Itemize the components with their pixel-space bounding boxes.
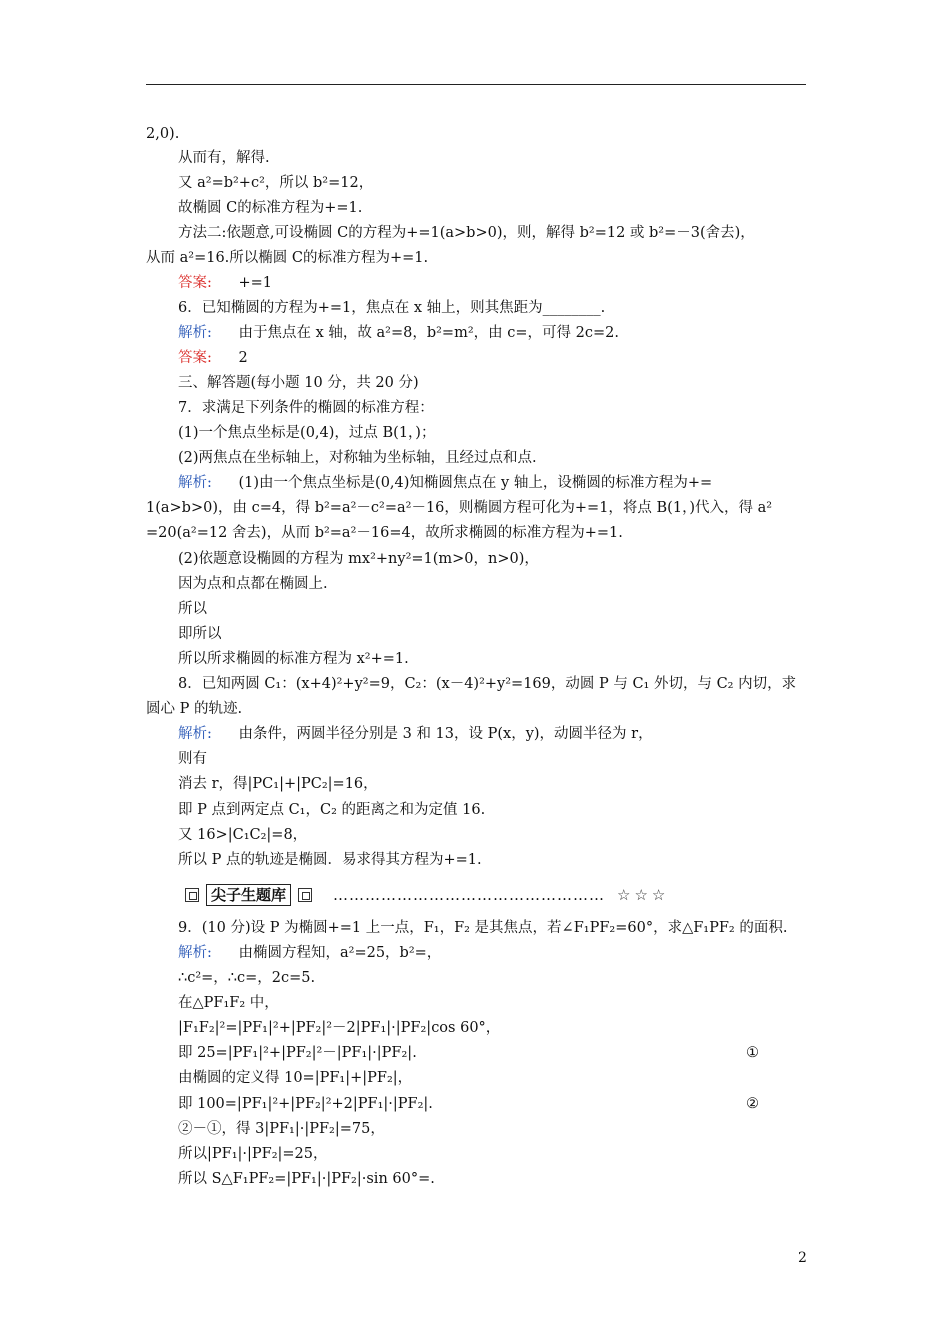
question-8: 8．已知两圆 C₁：(x+4)²+y²=9，C₂：(x－4)²+y²=169，动圆 P 与 C₁ 外切，与 C₂ 内切，求: [178, 676, 797, 692]
text-line: =20(a²=12 舍去)，从而 b²=a²－16=4，故所求椭圆的标准方程为+=1.: [146, 525, 623, 541]
text-line: 1(a>b>0)，由 c=4，得 b²=a²－c²=a²－16，则椭圆方程可化为+=1，将点 B(1，)代入，得 a²: [146, 500, 773, 516]
analysis-line: [178, 943, 441, 963]
analysis-line: [178, 473, 712, 493]
question-7: 7．求满足下列条件的椭圆的标准方程：: [178, 400, 434, 416]
text-line: 所以|PF₁|·|PF₂|=25，: [178, 1146, 328, 1162]
text-line: 在△PF₁F₂ 中，: [178, 995, 279, 1011]
text-line: 2,0).: [146, 126, 180, 142]
text-line: 从而 a²=16.所以椭圆 C的标准方程为+=1.: [146, 250, 429, 266]
text-line: 方法二:依题意,可设椭圆 C的方程为+=1(a>b>0)，则，解得 b²=12 或 b²=－3(舍去)，: [178, 225, 755, 241]
text-line: 故椭圆 C的标准方程为+=1.: [178, 200, 363, 216]
answer-line: [178, 348, 248, 368]
answer-label: 答案:: [178, 275, 212, 291]
text-line: ∴c²=，∴c=，2c=5.: [178, 970, 316, 986]
analysis-label: 解析:: [178, 945, 212, 961]
text-line: 所以 P 点的轨迹是椭圆．易求得其方程为+=1.: [178, 852, 482, 868]
text-line: 即所以: [178, 626, 222, 642]
text-line: (1)一个焦点坐标是(0,4)，过点 B(1，)；: [178, 425, 436, 441]
text-line: (2)依题意设椭圆的方程为 mx²+ny²=1(m>0，n>0)，: [178, 551, 539, 567]
analysis-text: (1)由一个焦点坐标是(0,4)知椭圆焦点在 y 轴上，设椭圆的标准方程为+=: [238, 475, 713, 491]
text-line: 因为点和点都在椭圆上.: [178, 576, 328, 592]
text-line: ②－①，得 3|PF₁|·|PF₂|=75，: [178, 1121, 385, 1137]
text-line: 即 100=|PF₁|²+|PF₂|²+2|PF₁|·|PF₂|.: [178, 1096, 433, 1112]
text-line: 消去 r，得|PC₁|+|PC₂|=16，: [178, 776, 378, 792]
analysis-label: 解析:: [178, 325, 212, 341]
banner-dots: ……………………………………………: [333, 886, 606, 904]
analysis-text: 由于焦点在 x 轴，故 a²=8，b²=m²，由 c=，可得 2c=2.: [238, 325, 619, 341]
analysis-text: 由椭圆方程知，a²=25，b²=，: [238, 945, 442, 961]
box-icon: [185, 888, 199, 902]
analysis-line: [178, 724, 653, 744]
text-line: 即 25=|PF₁|²+|PF₂|²－|PF₁|·|PF₂|.: [178, 1045, 417, 1061]
equation-number-1: ①: [746, 1045, 759, 1061]
text-line: 则有: [178, 751, 207, 767]
section-banner: [182, 884, 669, 906]
answer-line: [178, 273, 272, 293]
header-rule: [146, 84, 806, 85]
banner-title: 尖子生题库: [206, 884, 291, 906]
text-line: (2)两焦点在坐标轴上，对称轴为坐标轴，且经过点和点.: [178, 450, 537, 466]
text-line: 即 P 点到两定点 C₁，C₂ 的距离之和为定值 16.: [178, 802, 486, 818]
analysis-text: 由条件，两圆半径分别是 3 和 13，设 P(x，y)，动圆半径为 r，: [238, 726, 653, 742]
text-line: 又 16>|C₁C₂|=8，: [178, 827, 308, 843]
text-line: 所以 S△F₁PF₂=|PF₁|·|PF₂|·sin 60°=.: [178, 1171, 435, 1187]
equation-number-2: ②: [746, 1096, 759, 1112]
text-line: 圆心 P 的轨迹.: [146, 701, 243, 717]
question-9: 9．(10 分)设 P 为椭圆+=1 上一点，F₁，F₂ 是其焦点，若∠F₁PF₂=60°，求△F₁PF₂ 的面积.: [178, 920, 788, 936]
box-icon: [298, 888, 312, 902]
analysis-label: 解析:: [178, 726, 212, 742]
analysis-label: 解析:: [178, 475, 212, 491]
answer-label: 答案:: [178, 350, 212, 366]
text-line: 从而有，解得.: [178, 150, 270, 166]
text-line: 所以: [178, 601, 207, 617]
text-line: 又 a²=b²+c²，所以 b²=12，: [178, 175, 374, 191]
text-line: 所以所求椭圆的标准方程为 x²+=1.: [178, 651, 409, 667]
text-line: |F₁F₂|²=|PF₁|²+|PF₂|²－2|PF₁|·|PF₂|cos 60°，: [178, 1020, 501, 1036]
answer-text: 2: [238, 350, 248, 366]
section-heading: 三、解答题(每小题 10 分，共 20 分): [178, 375, 419, 391]
question-6: 6．已知椭圆的方程为+=1，焦点在 x 轴上，则其焦距为________.: [178, 300, 606, 316]
text-line: 由椭圆的定义得 10=|PF₁|+|PF₂|，: [178, 1070, 413, 1086]
answer-text: +=1: [238, 275, 273, 291]
page-number: 2: [798, 1250, 807, 1266]
analysis-line: [178, 323, 619, 343]
difficulty-stars: ☆☆☆: [617, 886, 670, 904]
